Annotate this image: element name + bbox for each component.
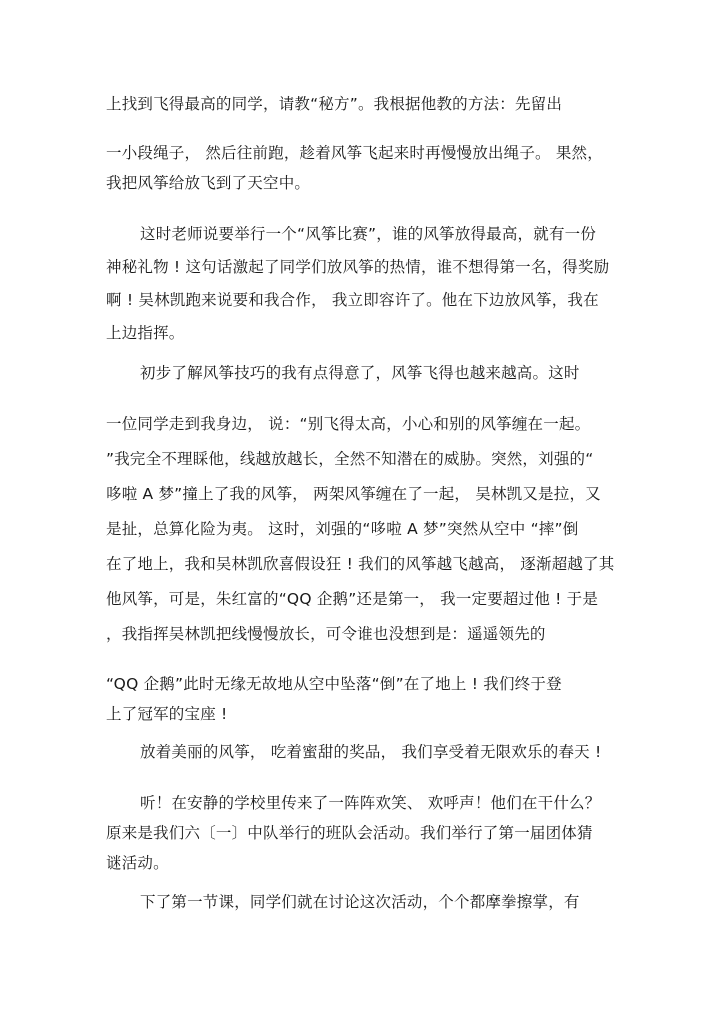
text-line: 上了冠军的宝座 !	[106, 705, 228, 723]
text-line: 在了地上，我和吴林凯欣喜假设狂 ! 我们的风筝越飞越高， 逐渐超越了其	[106, 555, 615, 573]
text-line: 谜活动。	[106, 854, 169, 872]
text-line: 放着美丽的风筝， 吃着蜜甜的奖品， 我们享受着无限欢乐的春天 !	[140, 743, 602, 761]
text-line: 他风筝，可是，朱红富的“QQ 企鹅”还是第一， 我一定要超过他 ! 于是	[106, 590, 599, 608]
text-line: ，我指挥吴林凯把线慢慢放长，可令谁也没想到是：遥遥领先的	[106, 625, 546, 643]
text-line: 是扯，总算化险为夷。 这时，刘强的“哆啦 A 梦”突然从空中 “摔”倒	[106, 520, 579, 538]
text-line: 上找到飞得最高的同学，请教“秘方”。我根据他教的方法：先留出	[106, 95, 563, 113]
text-line: 一位同学走到我身边， 说：“别飞得太高，小心和别的风筝缠在一起。	[106, 415, 591, 433]
text-line: 神秘礼物 ! 这句话激起了同学们放风筝的热情，谁不想得第一名，得奖励	[106, 258, 610, 276]
text-line: 一小段绳子， 然后往前跑，趁着风筝飞起来时再慢慢放出绳子。 果然，	[106, 144, 603, 162]
text-line: 听！在安静的学校里传来了一阵阵欢笑、 欢呼声！他们在干什么？	[140, 794, 601, 812]
text-line: 原来是我们六〔一〕中队举行的班队会活动。我们举行了第一届团体猜	[106, 824, 593, 842]
text-line: 哆啦 A 梦”撞上了我的风筝， 两架风筝缠在了一起， 吴林凯又是拉，又	[106, 485, 601, 503]
text-line: 这时老师说要举行一个“风筝比赛”，谁的风筝放得最高，就有一份	[140, 225, 597, 243]
text-line: “QQ 企鹅”此时无缘无故地从空中坠落“倒”在了地上 ! 我们终于登	[106, 675, 562, 693]
text-line: ”我完全不理睬他，线越放越长，全然不知潜在的威胁。突然，刘强的“	[106, 450, 594, 468]
text-line: 上边指挥。	[106, 324, 185, 342]
text-line: 啊 ! 吴林凯跑来说要和我合作， 我立即容许了。他在下边放风筝，我在	[106, 291, 599, 309]
text-line: 初步了解风筝技巧的我有点得意了，风筝飞得也越来越高。这时	[140, 364, 580, 382]
text-line: 下了第一节课，同学们就在讨论这次活动，个个都摩拳擦掌，有	[140, 893, 580, 911]
text-line: 我把风筝给放飞到了天空中。	[106, 174, 311, 192]
